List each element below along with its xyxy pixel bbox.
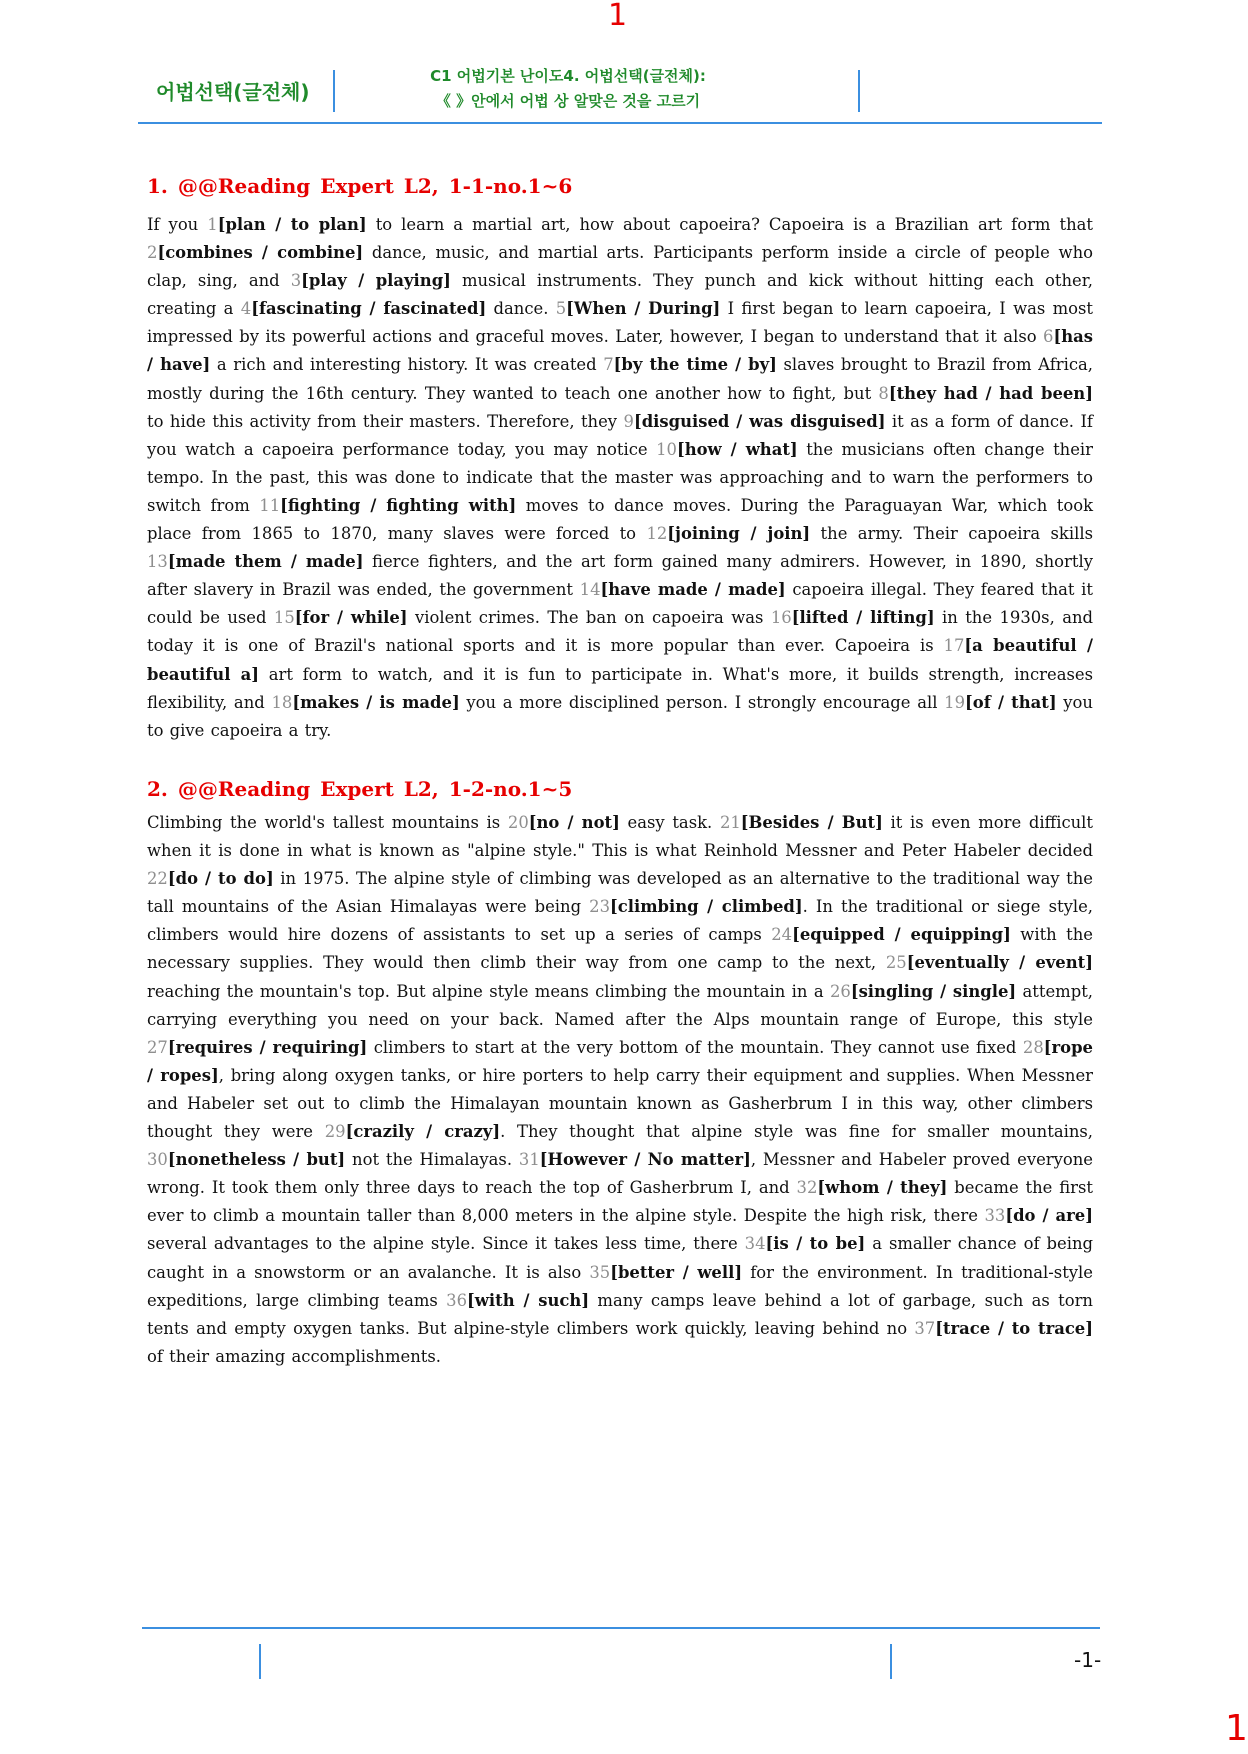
header-divider xyxy=(858,70,860,112)
passage-text: with the necessary supplies. They would then climb their way from one camp to the next, xyxy=(147,925,1093,973)
header-divider xyxy=(333,70,335,112)
blank-number: 29 xyxy=(324,1122,346,1142)
blank-number: 12 xyxy=(646,524,668,544)
passage-text: the musicians often change their tempo. In the past, this was done to indicate that the master was approaching and to warn the performers to switch from xyxy=(147,439,1093,515)
blank-number: 31 xyxy=(518,1150,540,1170)
blank-number: 27 xyxy=(147,1037,168,1057)
answer-choices: [have made / made] xyxy=(600,580,786,600)
blank-number: 6 xyxy=(1043,327,1054,347)
answer-choices: [they had / had been] xyxy=(888,383,1093,403)
question-passage xyxy=(147,211,1093,745)
answer-choices: [Besides / But] xyxy=(740,813,883,832)
answer-choices: [made them / made] xyxy=(167,552,364,572)
passage-text: . They thought that alpine style was fine for smaller mountains, xyxy=(500,1122,1094,1142)
passage-text: fierce fighters, and the art form gained many admirers. However, in 1890, shortly after slavery in Brazil was ended, the government xyxy=(147,552,1093,600)
passage-text: many camps leave behind a lot of garbage, such as torn tents and empty oxygen tanks. But alpine-style climbers work quickly, leaving behind no xyxy=(147,1290,1093,1338)
footer-rule xyxy=(142,1627,1100,1629)
blank-number: 37 xyxy=(914,1318,936,1338)
passage-text: to learn a martial art, how about capoeira? Capoeira is a Brazilian art form that xyxy=(366,215,1093,234)
passage-text: in 1975. The alpine style of climbing was developed as an alternative to the traditional way the tall mountains of the Asian Himalayas were being xyxy=(147,869,1094,917)
footer-divider xyxy=(259,1644,261,1679)
passage-text: violent crimes. The ban on capoeira was xyxy=(407,608,771,628)
answer-choices: [lifted / lifting] xyxy=(791,608,935,628)
answer-choices: [climbing / climbed] xyxy=(610,897,803,917)
passage-text: If you xyxy=(147,215,208,234)
question-passage xyxy=(147,809,1093,1371)
passage-text: the army. Their capoeira skills xyxy=(810,524,1093,544)
section-title: 어법선택(글전체) xyxy=(156,80,310,104)
answer-choices: [how / what] xyxy=(676,439,798,459)
answer-choices: [by the time / by] xyxy=(613,355,777,375)
header-subtitle xyxy=(368,64,768,114)
passage-text: slaves brought to Brazil from Africa, mostly during the 16th century. They wanted to teach one another how to fight, but xyxy=(147,355,1094,403)
passage-text: in the 1930s, and today it is one of Brazil's national sports and it is more popular than ever. Capoeira is xyxy=(147,608,1094,656)
blank-number: 22 xyxy=(147,869,168,889)
blank-number: 25 xyxy=(885,953,907,973)
passage-text: it as a form of dance. If you watch a capoeira performance today, you may notice xyxy=(147,411,1093,459)
blank-number: 30 xyxy=(147,1150,168,1170)
blank-number: 28 xyxy=(1022,1037,1044,1057)
passage-text: to hide this activity from their masters. Therefore, they xyxy=(147,411,624,431)
blank-number: 15 xyxy=(273,608,295,628)
passage-text: attempt, carrying everything you need on your back. Named after the Alps mountain range of Europe, this style xyxy=(147,981,1094,1029)
answer-choices: [whom / they] xyxy=(817,1178,948,1198)
passage-text: dance, music, and martial arts. Participants perform inside a circle of people who clap, sing, and xyxy=(147,243,1093,291)
blank-number: 9 xyxy=(623,411,634,431)
blank-number: 13 xyxy=(147,552,168,572)
answer-choices: [trace / to trace] xyxy=(935,1318,1093,1338)
blank-number: 7 xyxy=(603,355,614,375)
blank-number: 2 xyxy=(147,243,158,263)
answer-choices: [However / No matter] xyxy=(539,1150,751,1170)
blank-number: 21 xyxy=(719,813,741,832)
answer-choices: [joining / join] xyxy=(667,524,811,544)
passage-text: moves to dance moves. During the Paraguayan War, which took place from 1865 to 1870, many slaves were forced to xyxy=(147,495,1094,544)
answer-choices: [nonetheless / but] xyxy=(167,1150,346,1170)
answer-choices: [better / well] xyxy=(610,1262,743,1282)
question-title: 1. @@Reading Expert L2, 1-1-no.1~6 xyxy=(147,174,573,198)
blank-number: 36 xyxy=(446,1290,468,1310)
answer-choices: [do / to do] xyxy=(167,869,274,889)
answer-choices: [do / are] xyxy=(1005,1206,1093,1226)
passage-text: climbers to start at the very bottom of the mountain. They cannot use fixed xyxy=(367,1037,1023,1057)
answer-choices: [a beautiful / beautiful a] xyxy=(147,636,1093,684)
passage-text: capoeira illegal. They feared that it could be used xyxy=(147,580,1094,628)
blank-number: 23 xyxy=(589,897,611,917)
answer-choices: [combines / combine] xyxy=(157,243,364,263)
blank-number: 20 xyxy=(507,813,529,832)
page-header xyxy=(138,60,1102,124)
answer-choices: [plan / to plan] xyxy=(217,215,367,234)
blank-number: 4 xyxy=(240,299,252,319)
passage-text: Climbing the world's tallest mountains is xyxy=(147,813,508,832)
answer-choices: [disguised / was disguised] xyxy=(633,411,886,431)
blank-number: 18 xyxy=(271,692,293,712)
blank-number: 5 xyxy=(555,299,567,319)
blank-number: 24 xyxy=(771,925,793,945)
answer-choices: [rope / ropes] xyxy=(147,1037,1093,1085)
footer-divider xyxy=(890,1644,892,1679)
passage-text: for the environment. In traditional-style expeditions, large climbing teams xyxy=(147,1262,1093,1310)
answer-choices: [fighting / fighting with] xyxy=(280,495,517,515)
passage-text: , Messner and Habeler proved everyone wrong. It took them only three days to reach the top of Gasherbrum I, and xyxy=(147,1150,1093,1198)
answer-choices: [When / During] xyxy=(566,299,721,319)
passage-text: became the first ever to climb a mountain taller than 8,000 meters in the alpine style. Despite the high risk, there xyxy=(147,1178,1094,1226)
passage-text: musical instruments. They punch and kick without hitting each other, creating a xyxy=(147,271,1093,319)
top-page-marker: 1 xyxy=(608,0,628,33)
answer-choices: [fascinating / fascinated] xyxy=(251,299,487,319)
answer-choices: [with / such] xyxy=(467,1290,590,1310)
answer-choices: [singling / single] xyxy=(850,981,1017,1001)
passage-text: reaching the mountain's top. But alpine style means climbing the mountain in a xyxy=(147,981,830,1001)
blank-number: 17 xyxy=(943,636,965,656)
question-title: 2. @@Reading Expert L2, 1-2-no.1~5 xyxy=(147,777,573,801)
passage-text: art form to watch, and it is fun to participate in. What's more, it builds strength, increases flexibility, and xyxy=(147,664,1093,712)
passage-text: I first began to learn capoeira, I was most impressed by its powerful actions and graceful moves. Later, however, I began to understand that it also xyxy=(147,299,1093,347)
passage-text: a smaller chance of being caught in a snowstorm or an avalanche. It is also xyxy=(147,1234,1093,1282)
blank-number: 35 xyxy=(589,1262,611,1282)
passage-text: several advantages to the alpine style. Since it takes less time, there xyxy=(147,1234,745,1254)
blank-number: 33 xyxy=(984,1206,1006,1226)
answer-choices: [equipped / equipping] xyxy=(792,925,1011,945)
blank-number: 11 xyxy=(259,495,281,515)
header-subtitle-line1: C1 어법기본 난이도4. 어법선택(글전체): xyxy=(430,67,706,85)
passage-text: , bring along oxygen tanks, or hire porters to help carry their equipment and supplies. When Messner and Habeler set out to climb the Himalayan mountain known as Gasherbrum I in this way, other climbers thought they were xyxy=(147,1065,1093,1142)
passage-text: you to give capoeira a try. xyxy=(147,692,1093,740)
footer-page-number: -1- xyxy=(1074,1648,1102,1672)
answer-choices: [makes / is made] xyxy=(292,692,460,712)
passage-text: easy task. xyxy=(619,813,720,832)
blank-number: 16 xyxy=(770,608,792,628)
passage-text: a rich and interesting history. It was created xyxy=(210,355,604,375)
blank-number: 32 xyxy=(796,1178,818,1198)
answer-choices: [of / that] xyxy=(965,692,1057,712)
answer-choices: [has / have] xyxy=(147,327,1093,375)
corner-page-marker: 1 xyxy=(1225,1708,1248,1749)
answer-choices: [is / to be] xyxy=(765,1234,866,1254)
answer-choices: [for / while] xyxy=(294,608,408,628)
answer-choices: [no / not] xyxy=(528,813,620,832)
passage-text: dance. xyxy=(486,299,556,319)
blank-number: 3 xyxy=(290,271,302,291)
answer-choices: [requires / requiring] xyxy=(167,1037,368,1057)
blank-number: 1 xyxy=(207,215,218,234)
blank-number: 8 xyxy=(878,383,889,403)
blank-number: 14 xyxy=(579,580,601,600)
header-subtitle-line2: 《 》안에서 어법 상 알맞은 것을 고르기 xyxy=(435,92,701,110)
passage-text: . In the traditional or siege style, climbers would hire dozens of assistants to set up a series of camps xyxy=(147,897,1093,945)
passage-text: you a more disciplined person. I strongly encourage all xyxy=(459,692,945,712)
blank-number: 34 xyxy=(744,1234,766,1254)
answer-choices: [crazily / crazy] xyxy=(345,1122,501,1142)
passage-text: it is even more difficult when it is done in what is known as "alpine style." This is what Reinhold Messner and Peter Habeler decided xyxy=(147,813,1094,861)
passage-text: of their amazing accomplishments. xyxy=(147,1346,441,1366)
blank-number: 26 xyxy=(829,981,851,1001)
answer-choices: [play / playing] xyxy=(301,271,451,291)
blank-number: 19 xyxy=(944,692,966,712)
blank-number: 10 xyxy=(656,439,677,459)
answer-choices: [eventually / event] xyxy=(906,953,1093,973)
passage-text: not the Himalayas. xyxy=(345,1150,519,1170)
